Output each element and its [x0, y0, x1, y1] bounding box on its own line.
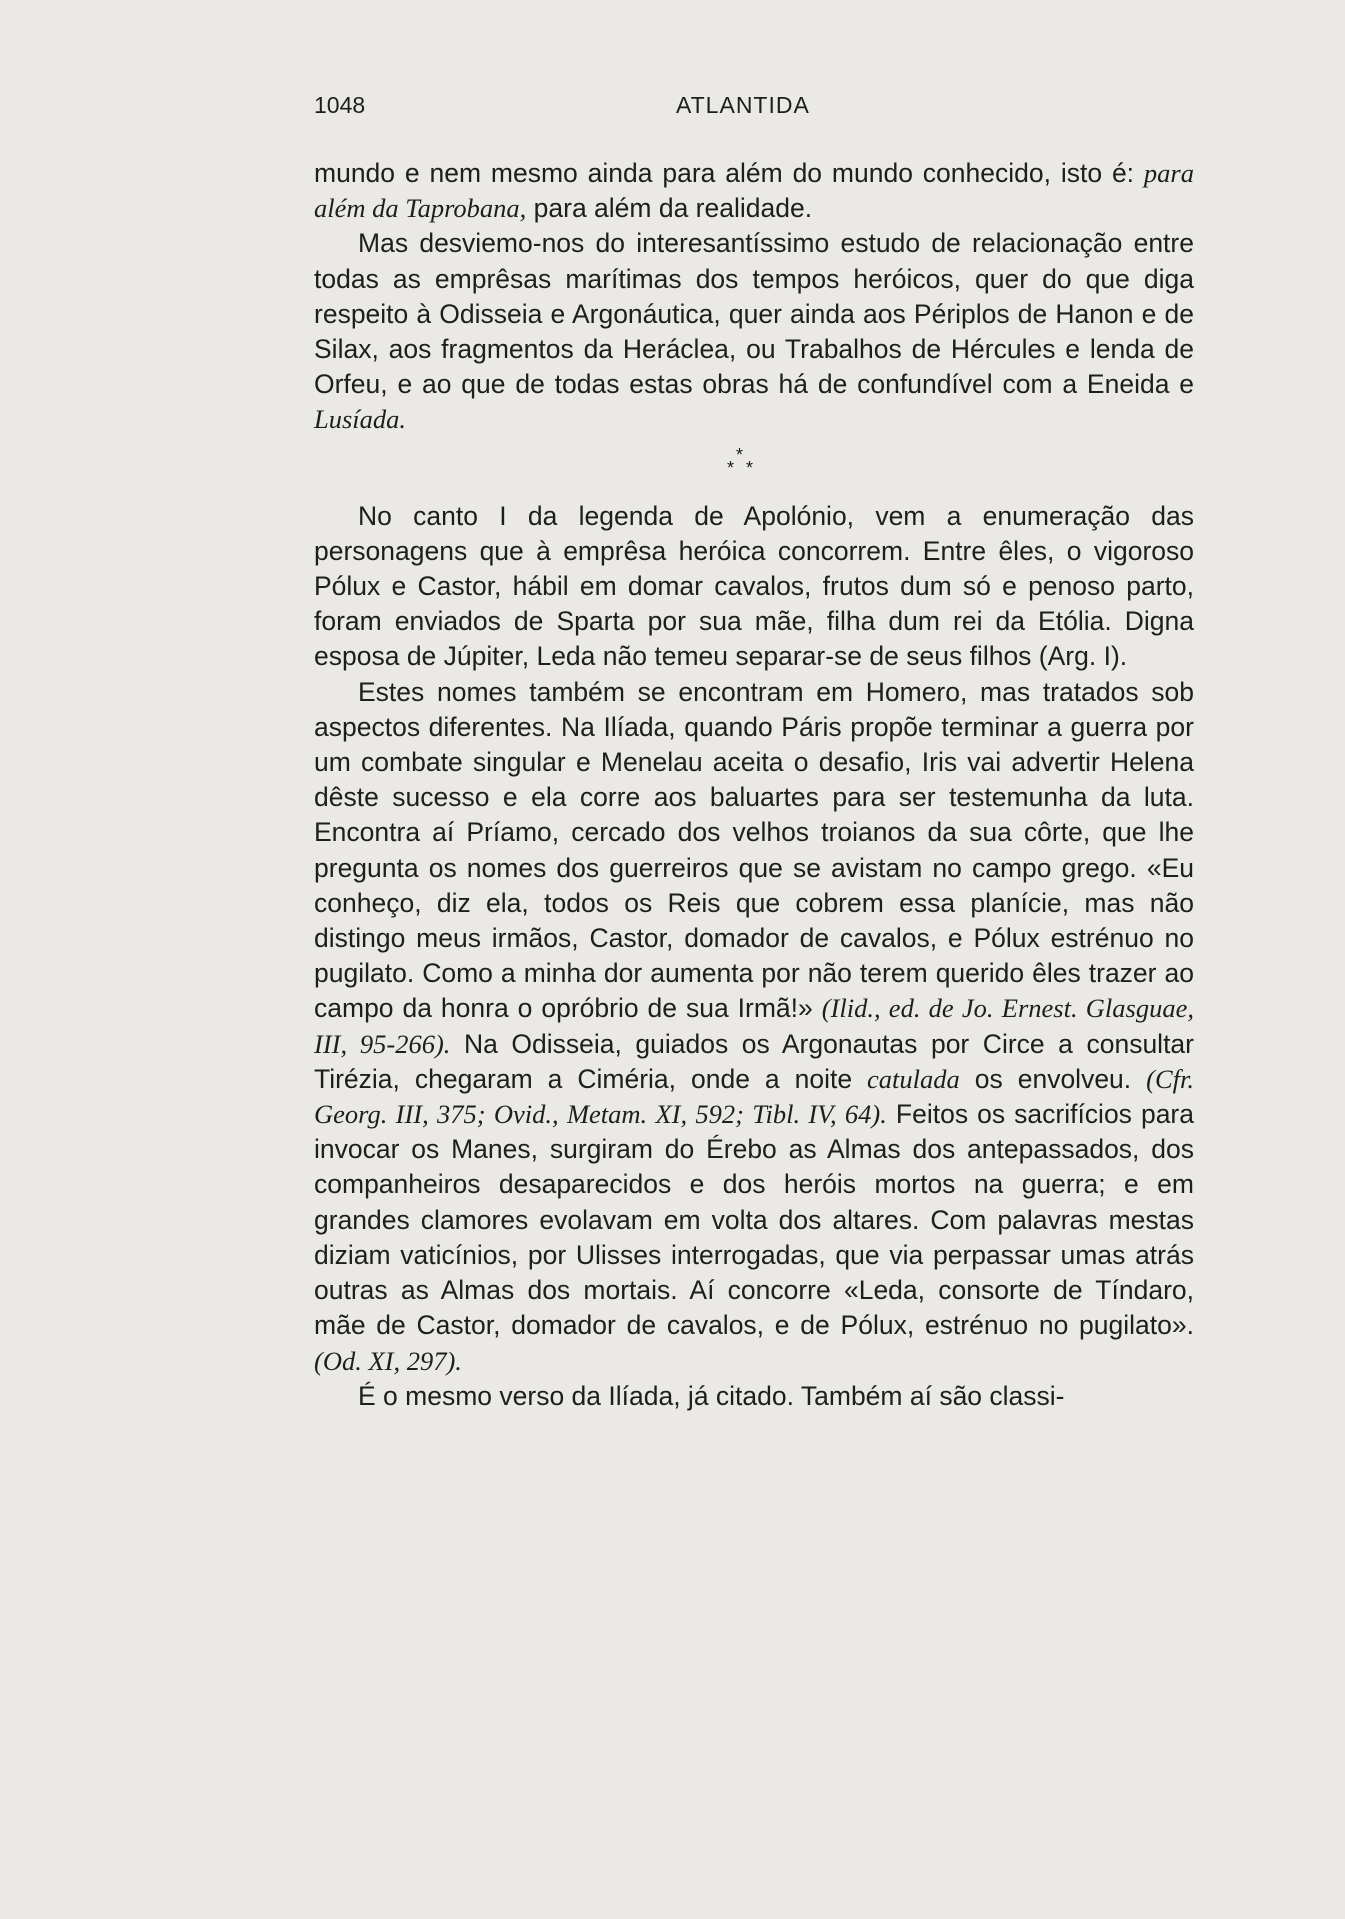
text-run: Mas desviemo-nos do interesantíssimo estudo de relacionação entre todas as emprêsas marítimas dos tempos heróicos, quer do que diga respeito à Odisseia e Argonáutica, quer ainda aos Périplos de Hanon e de Silax, aos fragmentos da Heráclea, ou Trabalhos de Hércules e lenda de Orfeu, e ao que de todas estas obras há de confundível com a Eneida e	[314, 228, 1194, 400]
italic-run: (Ilid., ed. de Jo. Ernest. Glasguae, III, 95-266).	[314, 993, 1194, 1059]
text-run: Estes nomes também se encontram em Homero, mas tratados sob aspectos diferentes. Na Ilíada, quando Páris propõe terminar a guerra por um combate singular e Menelau aceita o desafio, Iris vai advertir Helena dêste sucesso e ela corre aos baluartes para ser testemunha da luta. Encontra aí Príamo, cercado dos velhos troianos da sua côrte, que lhe pregunta os nomes dos guerreiros que se avistam no campo grego. «Eu conheço, diz ela, todos os Reis que cobrem essa planície, mas não distingo meus irmãos, Castor, domador de cavalos, e Pólux estrénuo no pugilato. Como a minha dor aumenta por não terem querido êles trazer ao campo da honra o opróbrio de sua Irmã!»	[314, 676, 1194, 1024]
italic-run: (Cfr. Georg. III, 375; Ovid., Metam. XI, 592; Tibl. IV, 64).	[314, 1063, 1194, 1130]
section-separator	[314, 438, 1194, 499]
text-run: Na Odisseia, guiados os Argonautas por Circe a consultar Tirézia, chegaram a Ciméria, onde a noite	[314, 1028, 1194, 1094]
text-run: mundo e nem mesmo ainda para além do mundo conhecido, isto é:	[314, 158, 1144, 188]
asterisk: *	[746, 457, 754, 478]
paragraph-2	[314, 226, 1194, 437]
paragraph-4	[314, 675, 1194, 1379]
asterism	[719, 446, 769, 486]
italic-run: catulada	[867, 1063, 960, 1094]
page-number: 1048	[314, 92, 366, 118]
italic-run: para além da Taprobana,	[314, 158, 1194, 224]
text-run: Feitos os sacrifícios para invocar os Manes, surgiram do Érebo as Almas dos antepassados, dos companheiros desaparecidos e dos heróis mortos na guerra; e em grandes clamores evolavam em volta dos altares. Com palavras mestas diziam vaticínios, por Ulisses interrogadas, que via perpassar umas atrás outras as Almas dos mortais. Aí concorre «Leda, consorte de Tíndaro, mãe de Castor, domador de cavalos, e de Pólux, estrénuo no pugilato».	[314, 1099, 1194, 1341]
asterisk: *	[736, 444, 744, 465]
paragraph-1	[314, 156, 1194, 226]
text-run: No canto I da legenda de Apolónio, vem a enumeração das personagens que à emprêsa heróica concorrem. Entre êles, o vigoroso Pólux e Castor, hábil em domar cavalos, frutos dum só e penoso parto, foram enviados de Sparta por sua mãe, filha dum rei da Etólia. Digna esposa de Júpiter, Leda não temeu separar-se de seus filhos (Arg. I).	[314, 500, 1194, 672]
paragraph-5	[314, 1379, 1194, 1414]
italic-run: Lusíada.	[314, 404, 407, 435]
body-text	[314, 156, 1194, 1414]
asterisk: *	[727, 457, 735, 478]
running-title: ATLANTIDA	[676, 92, 810, 118]
text-run: É o mesmo verso da Ilíada, já citado. Também aí são classi-	[358, 1380, 1065, 1411]
italic-run: (Od. XI, 297).	[314, 1345, 462, 1376]
page-header	[314, 92, 1194, 132]
text-run: para além da realidade.	[526, 193, 813, 224]
paragraph-3	[314, 499, 1194, 675]
text-run: os envolveu.	[959, 1063, 1147, 1094]
